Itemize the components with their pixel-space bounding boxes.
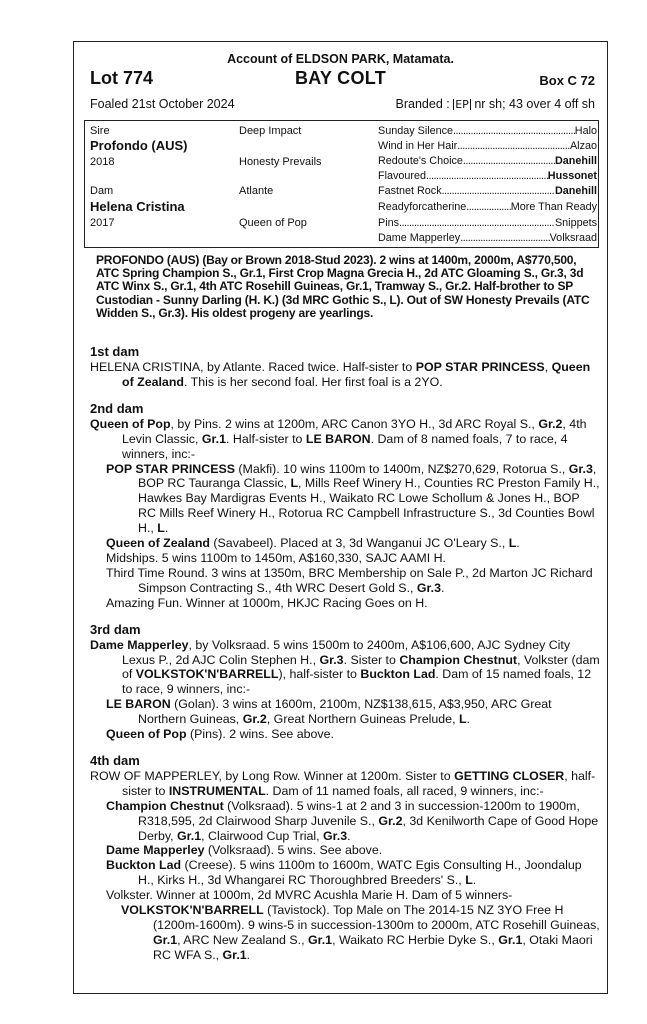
progeny-entry: Buckton Lad (Creese). 5 wins 1100m to 1600m, WATC Egis Consulting H., Joondalup H., Kirks H., 3d Whangarei RC Thoroughbred Breeders' S., L. — [106, 858, 582, 888]
grand-pedigree-row: Readyforcatherine ..... More Than Ready — [378, 200, 597, 215]
sire-sire: Deep Impact — [239, 125, 302, 137]
grand-pedigree-row: Pins ..... Snippets — [378, 216, 597, 231]
box-number: Box C 72 — [539, 73, 595, 88]
progeny-entry: Third Time Round. 3 wins at 1350m, BRC Membership on Sale P., 2d Marton JC Richard Simpson Contracting S., 4th WRC Desert Gold S., Gr.3. — [106, 565, 593, 595]
dam-sire: Atlante — [239, 185, 274, 197]
section-heading: 2nd dam — [90, 400, 144, 416]
sire-summary: PROFONDO (AUS) (Bay or Brown 2018-Stud 2023). 2 wins at 1400m, 2000m, A$770,500, ATC Spring Champion S., Gr.1, First Crop Magna Grecia H., 2d ATC Gloaming S., Gr.3, 3d ATC Winx S., Gr.1, 4th ATC Rosehill Guineas, Gr.1, Tramway S., Gr.2. Half-brother to SP Custodian - Sunny Darling (H. K.) (3d MRC Gothic S., L). Out of SW Honesty Prevails (ATC Widden S., Gr.3). His oldest progeny are yearlings. — [96, 253, 590, 320]
progeny-entry: POP STAR PRINCESS (Makfi). 10 wins 1100m to 1400m, NZ$270,629, Rotorua S., Gr.3, BOP RC Tauranga Classic, L, Mills Reef Winery H., Counties RC Preston Family H., Hawkes Bay Mardigras Events H., Waikato RC Lowe Schollum & Jones H., BOP RC Mills Reef Winery H., Rotorua RC Campbell Infrastructure S., 3d Counties Bowl H., L. — [106, 461, 600, 536]
lot-number: Lot 774 — [90, 68, 154, 88]
section-heading: 1st dam — [90, 344, 140, 359]
section-heading: 3rd dam — [90, 621, 141, 637]
grand-pedigree-row: Fastnet Rock ..... Danehill — [378, 184, 597, 199]
third-dam-section — [90, 622, 600, 742]
section-heading: 4th dam — [90, 752, 140, 768]
female-family — [90, 344, 600, 963]
branded-detail: nr sh; 43 over 4 off sh — [474, 97, 595, 111]
grand-progeny-entry: VOLKSTOK'N'BARRELL (Tavistock). Top Male on The 2014-15 NZ 3YO Free H (1200m-1600m). 9 wins-5 in succession-1300m to 2000m, ATC Rosehill Guineas, Gr.1, ARC New Zealand S., Gr.1, Waikato RC Herbie Dyke S., Gr.1, Otaki Maori RC WFA S., Gr.1. — [121, 903, 600, 962]
grand-pedigree-row: Flavoured ..... Hussonet — [378, 169, 597, 184]
dam-paragraph: ROW OF MAPPERLEY, by Long Row. Winner at 1200m. Sister to GETTING CLOSER, half-sister to INSTRUMENTAL. Dam of 11 named foals, all raced, 9 winners, inc:- — [90, 768, 596, 798]
grand-pedigree-row: Redoute's Choice ..... Danehill — [378, 154, 597, 169]
brand-mark-icon: EP — [455, 98, 469, 111]
sire-dam: Honesty Prevails — [239, 156, 322, 168]
sire-name: Profondo (AUS) — [90, 138, 188, 153]
vendor-account: Account of ELDSON PARK, Matamata. — [227, 52, 454, 66]
progeny-entry: Queen of Pop (Pins). 2 wins. See above. — [106, 727, 334, 742]
sire-label: Sire — [90, 125, 110, 137]
progeny-entry: Champion Chestnut (Volksraad). 5 wins-1 at 2 and 3 in succession-1200m to 1900m, R318,595, 2d Clairwood Sharp Juvenile S., Gr.2, 3d Kenilworth Cape of Good Hope Derby, Gr.1, Clairwood Cup Trial, Gr.3. — [106, 798, 599, 843]
fourth-dam-section — [90, 753, 600, 963]
progeny-entry: Amazing Fun. Winner at 1000m, HKJC Racing Goes on H. — [106, 595, 428, 610]
brand-info — [396, 97, 595, 111]
grand-pedigree-row: Dame Mapperley ..... Volksraad — [378, 231, 597, 246]
dam-paragraph: Dame Mapperley, by Volksraad. 5 wins 1500m to 2400m, A$106,600, AJC Sydney City Lexus P., 2d AJC Colin Stephen H., Gr.3. Sister to Champion Chestnut, Volkster (dam of VOLKSTOK'N'BARRELL), half-sister to Buckton Lad. Dam of 15 named foals, 12 to race, 9 winners, inc:- — [90, 637, 600, 697]
dam-dam: Queen of Pop — [239, 217, 307, 229]
grand-pedigree-row: Wind in Her Hair ..... Alzao — [378, 139, 597, 154]
dam-label: Dam — [90, 185, 114, 197]
progeny-entry: LE BARON (Golan). 3 wins at 1600m, 2100m, NZ$138,615, A$3,950, ARC Great Northern Guineas, Gr.2, Great Northern Guineas Prelude, L. — [106, 697, 552, 727]
progeny-entry: Midships. 5 wins 1100m to 1450m, A$160,330, SAJC AAMI H. — [106, 550, 446, 565]
sire-year: 2018 — [90, 156, 115, 168]
dam-paragraph: HELENA CRISTINA, by Atlante. Raced twice. Half-sister to POP STAR PRINCESS, Queen of Zealand. This is her second foal. Her first foal is a 2YO. — [90, 360, 591, 389]
grand-pedigree-row: Sunday Silence ..... Halo — [378, 124, 597, 139]
progeny-entry: Dame Mapperley (Volksraad). 5 wins. See above. — [106, 843, 383, 858]
dam-name: Helena Cristina — [90, 199, 185, 214]
progeny-entry: Volkster. Winner at 1000m, 2d MVRC Acushla Marie H. Dam of 5 winners- — [106, 888, 513, 903]
dam-paragraph: Queen of Pop, by Pins. 2 wins at 1200m, ARC Canon 3YO H., 3d ARC Royal S., Gr.2, 4th Levin Classic, Gr.1. Half-sister to LE BARON. Dam of 8 named foals, 7 to race, 4 winners, inc:- — [90, 416, 587, 461]
dam-year: 2017 — [90, 217, 115, 229]
foaled-date: Foaled 21st October 2024 — [90, 97, 235, 111]
progeny-entry: Queen of Zealand (Savabeel). Placed at 3, 3d Wanganui JC O'Leary S., L. — [106, 536, 520, 551]
second-dam-section — [90, 401, 600, 611]
pedigree-table — [84, 120, 599, 248]
branded-label: Branded : — [395, 97, 450, 111]
catalogue-page — [73, 41, 608, 994]
horse-description: BAY COLT — [294, 68, 387, 88]
first-dam-section — [90, 344, 600, 390]
